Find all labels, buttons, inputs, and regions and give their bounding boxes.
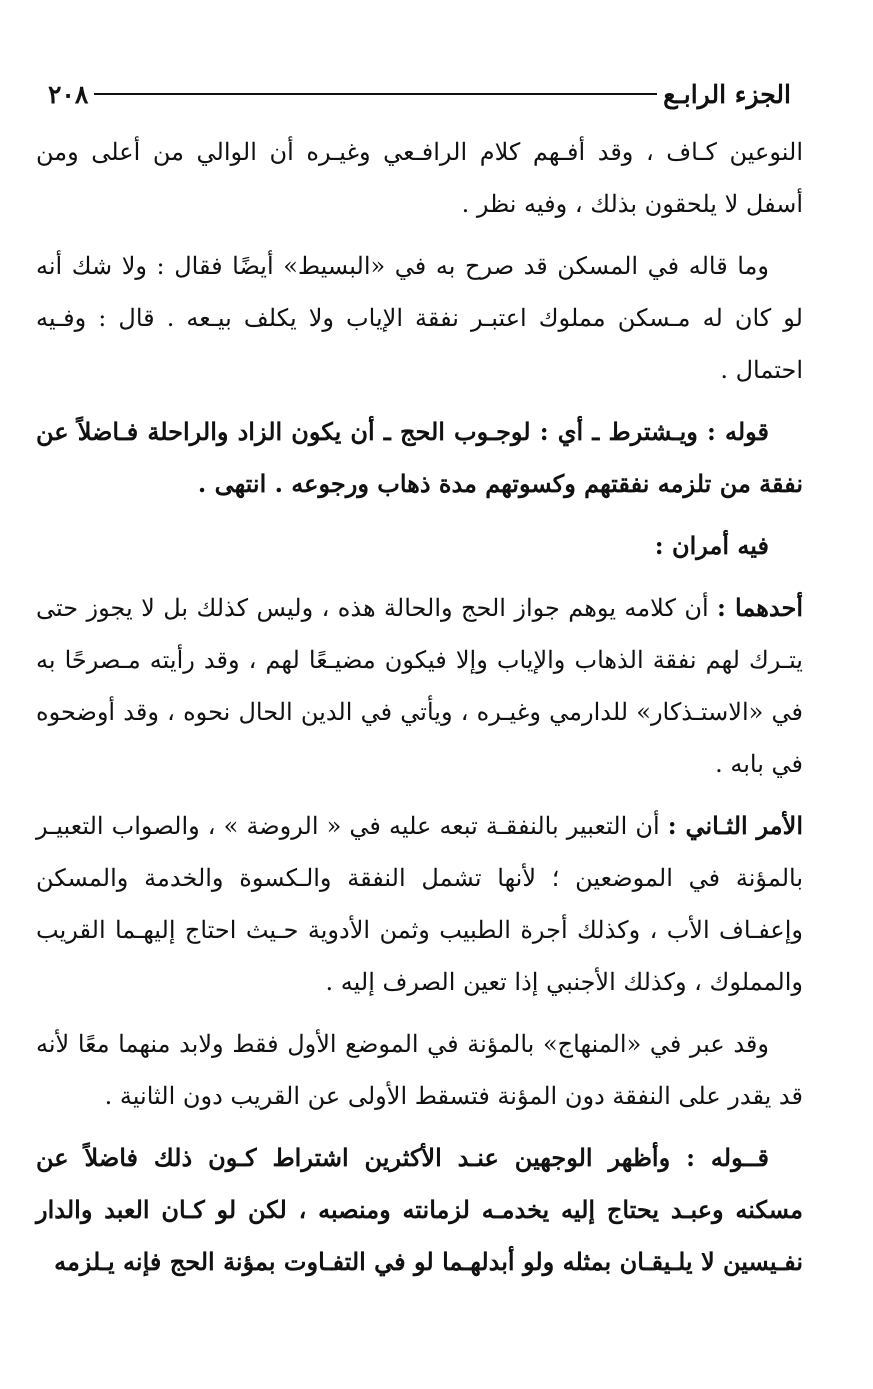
paragraph-text: فيه أمران :	[654, 531, 769, 560]
paragraph-2	[36, 240, 803, 396]
paragraph-7	[36, 1018, 803, 1122]
running-head: الجزء الرابـع	[663, 79, 791, 109]
header-rule	[94, 93, 657, 95]
paragraph-text: قوله : ويـشترط ـ أي : لوجـوب الحج ـ أن يكون الزاد والراحلة فـاضلاً عن نفقة من تلزمه نفقتهم وكسوتهم مدة ذهاب ورجوعه . انتهى .	[36, 417, 803, 498]
paragraph-1	[36, 126, 803, 230]
paragraph-text: قــوله : وأظهر الوجهين عنـد الأكثرين اشتراط كـون ذلك فاضلاً عن مسكنه وعبـد يحتاج إليه يخدمـه لزمانته ومنصبه ، لكن لو كـان العبد والدار نفـيسين لا يلـيقـان بمثله ولو أبدلهـما لو في التفـاوت بمؤنة الحج فإنه يـلزمه	[36, 1143, 803, 1276]
paragraph-text: النوعين كـاف ، وقد أفـهم كلام الرافـعي وغيـره أن الوالي من أعلى ومن أسفل لا يلحقون بذلك ، وفيه نظر .	[36, 138, 803, 218]
paragraph-lead: الأمر الثـاني :	[667, 811, 803, 840]
page-number: ٢٠٨	[48, 79, 89, 109]
paragraph-text: أن التعبير بالنفقـة تبعه عليه في « الروضة » ، والصواب التعبيـر بالمؤنة في الموضعين ؛ لأنها تشمل النفقة والـكسوة والخدمة والمسكن وإعفـاف الأب ، وكذلك أجرة الطبيب وثمن الأدوية حـيث احتاج إليهـما القريب والمملوك ، وكذلك الأجنبي إذا تعين الصرف إليه .	[36, 812, 803, 996]
paragraph-text: وقد عبر في «المنهاج» بالمؤنة في الموضع الأول فقط ولابد منهما معًا لأنه قد يقدر على النفقة دون المؤنة فتسقط الأولى عن القريب دون الثانية .	[36, 1030, 803, 1110]
paragraph-4-heading	[36, 520, 803, 572]
paragraph-3-quote	[36, 406, 803, 510]
page-header	[36, 72, 803, 116]
paragraph-text: أن كلامه يوهم جواز الحج والحالة هذه ، وليس كذلك بل لا يجوز حتى يتـرك لهم نفقة الذهاب والإياب وإلا فيكون مضيـعًا لهم ، وقد رأيته مـصرحًا به في «الاستـذكار» للدارمي وغيـره ، ويأتي في الدين الحال نحوه ، وقد أوضحوه في بابه .	[36, 594, 803, 778]
paragraph-5	[36, 582, 803, 790]
paragraph-text: وما قاله في المسكن قد صرح به في «البسيط» أيضًا فقال : ولا شك أنه لو كان له مـسكن مملوك اعتبـر نفقة الإياب ولا يكلف بيـعه . قال : وفـيه احتمال .	[36, 252, 803, 384]
paragraph-8-quote	[36, 1132, 803, 1288]
paragraph-6	[36, 800, 803, 1008]
paragraph-lead: أحدهما :	[717, 593, 803, 622]
